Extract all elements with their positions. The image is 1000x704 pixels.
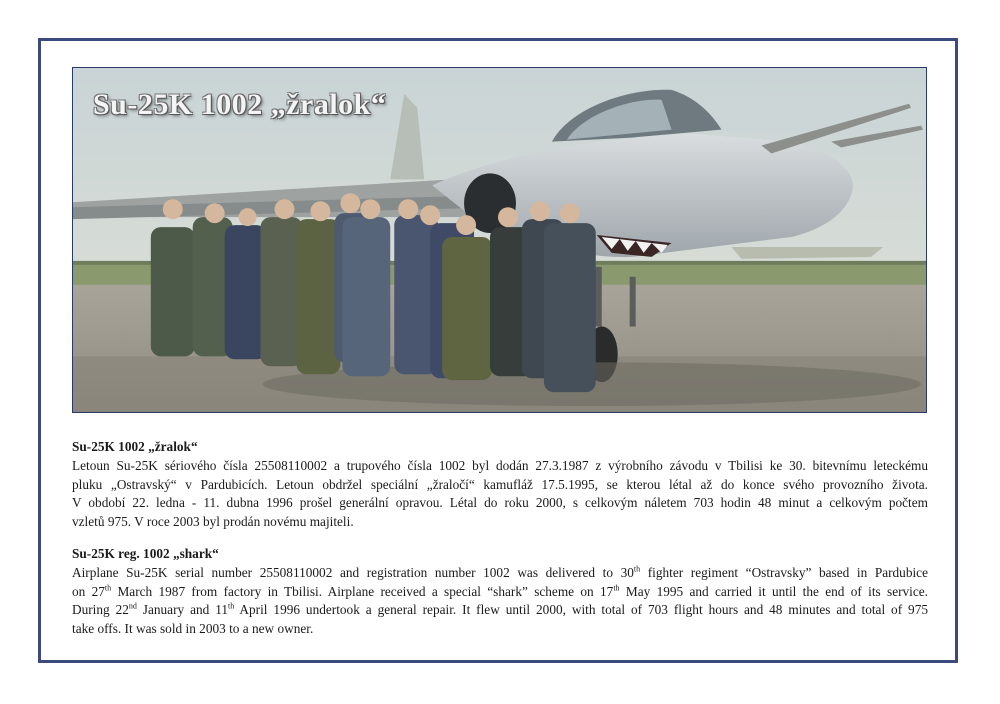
czech-line-1: Letoun Su-25K sériového čísla 25508110002 a trupového čísla 1002 byl dodán 27.3.1987 z výrobního závodu v Tbilisi ke 30. bitevnímu leteckému bbox=[72, 457, 928, 473]
czech-line-3: V období 22. ledna - 11. dubna 1996 prošel generální opravou. Létal do roku 2000, s celkovým náletem 703 hodin 48 minut a celkovým počtem bbox=[72, 495, 928, 511]
english-line-1-a: Airplane Su-25K serial number 25508110002 and registration number 1002 was delivered to 30 bbox=[72, 564, 634, 580]
czech-line-2: pluku „Ostravský“ v Pardubicích. Letoun obdržel speciální „žraločí“ kamufláž 17.5.1995, se kterou létal až do konce svého provozního života. bbox=[72, 476, 928, 492]
ordinal-suffix: nd bbox=[128, 601, 137, 611]
czech-line-4: vzletů 975. V roce 2003 byl prodán novému majiteli. bbox=[72, 514, 354, 530]
english-line-2 bbox=[72, 583, 928, 602]
czech-description bbox=[72, 438, 928, 532]
english-line-3-c: April 1996 undertook a general repair. It flew until 2000, with total of 703 flight hours and 48 minutes and total of 975 bbox=[234, 602, 929, 618]
aircraft-photo bbox=[72, 67, 927, 413]
english-line-1-b: fighter regiment “Ostravsky” based in Pardubice bbox=[640, 564, 928, 580]
ordinal-suffix: th bbox=[613, 583, 620, 593]
english-line-3 bbox=[72, 601, 928, 620]
english-line-2-c: May 1995 and carried it until the end of its service. bbox=[619, 583, 929, 599]
english-line-3-b: January and 11 bbox=[136, 602, 229, 618]
photo-title: Su-25K 1002 „žralok“ bbox=[93, 88, 387, 121]
english-line-2-b: March 1987 from factory in Tbilisi. Airplane received a special “shark” scheme on 17 bbox=[111, 583, 614, 599]
english-line-4: take offs. It was sold in 2003 to a new owner. bbox=[72, 621, 314, 637]
ordinal-suffix: th bbox=[633, 564, 641, 574]
ordinal-suffix: th bbox=[104, 583, 112, 593]
english-line-3-a: During 22 bbox=[72, 602, 129, 618]
czech-heading: Su-25K 1002 „žralok“ bbox=[72, 439, 198, 454]
english-paragraph bbox=[72, 564, 928, 639]
english-line-2-a: on 27 bbox=[72, 583, 105, 599]
english-line-1 bbox=[72, 564, 928, 583]
english-description bbox=[72, 545, 928, 639]
ordinal-suffix: th bbox=[228, 601, 235, 611]
english-heading: Su-25K reg. 1002 „shark“ bbox=[72, 546, 219, 561]
czech-paragraph bbox=[72, 457, 928, 532]
